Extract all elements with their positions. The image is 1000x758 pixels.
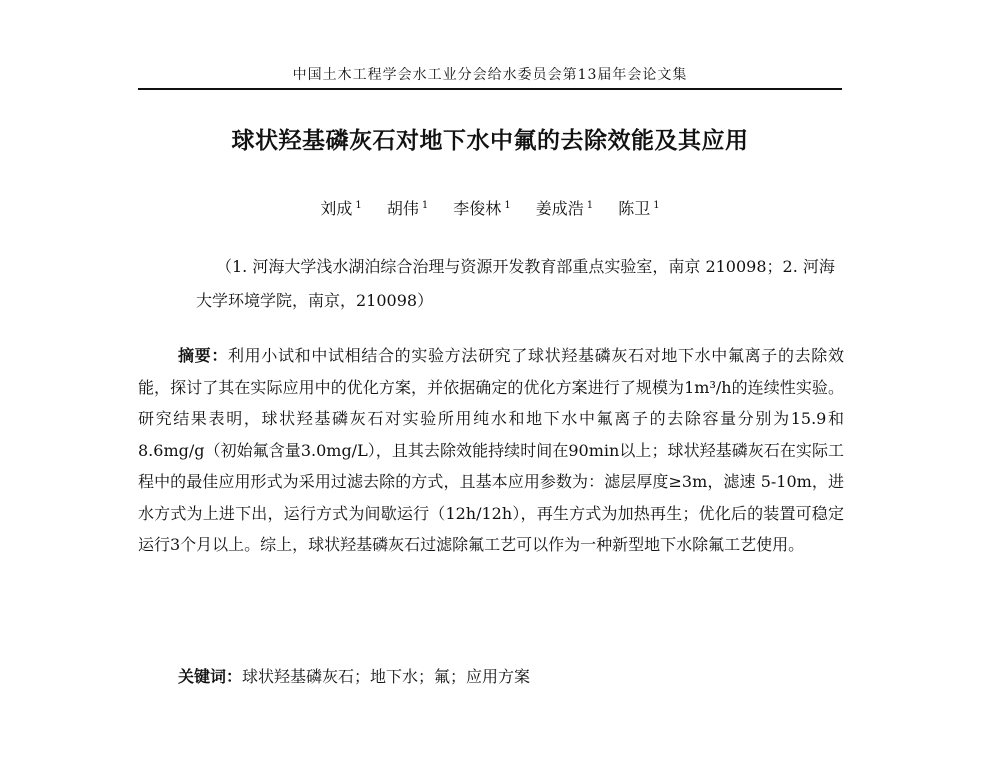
running-header: 中国土木工程学会水工业分会给水委员会第13届年会论文集 [292, 67, 688, 83]
abstract-text: 利用小试和中试相结合的实验方法研究了球状羟基磷灰石对地下水中氟离子的去除效能，探讨了其在实际应用中的优化方案，并依据确定的优化方案进行了规模为1m³/h的连续性实验。研究结果表明，球状羟基磷灰石对实验所用纯水和地下水中氟离子的去除容量分别为15.9和8.6mg/g（初始氟含量3.0mg/L），且其去除效能持续时间在90min以上；球状羟基磷灰石在实际工程中的最佳应用形式为采用过滤去除的方式，且基本应用参数为：滤层厚度≥3m，滤速 5-10m，进水方式为上进下出，运行方式为间歇运行（12h/12h），再生方式为加热再生；优化后的装置可稳定运行3个月以上。综上，球状羟基磷灰石过滤除氟工艺可以作为一种新型地下水除氟工艺使用。 [138, 346, 844, 554]
author [453, 199, 510, 218]
keywords [178, 664, 838, 687]
paper-title: 球状羟基磷灰石对地下水中氟的去除效能及其应用 [231, 128, 749, 154]
affiliation-mark: 1 [504, 199, 511, 211]
affiliation-mark: 1 [653, 199, 660, 211]
affiliation-mark: 1 [586, 199, 594, 211]
abstract [138, 340, 844, 561]
author-name: 陈卫 [618, 199, 651, 218]
author-name: 姜成浩 [535, 199, 584, 218]
affiliations: （1. 河海大学浅水湖泊综合治理与资源开发教育部重点实验室，南京 210098；2. 河海大学环境学院，南京，210098） [196, 257, 835, 310]
keywords-label: 关键词： [178, 667, 243, 686]
author-name: 胡伟 [386, 199, 419, 218]
author [320, 199, 361, 218]
header-divider [138, 88, 842, 90]
author [387, 199, 428, 218]
author-name: 李俊林 [453, 199, 502, 218]
author [536, 199, 593, 218]
author-name: 刘成 [320, 199, 353, 218]
author [618, 199, 659, 218]
keywords-text: 球状羟基磷灰石；地下水；氟；应用方案 [242, 667, 531, 686]
abstract-label: 摘要： [178, 346, 228, 365]
affiliation-mark: 1 [421, 199, 429, 211]
affiliation-mark: 1 [355, 199, 362, 211]
author-list [138, 196, 842, 219]
